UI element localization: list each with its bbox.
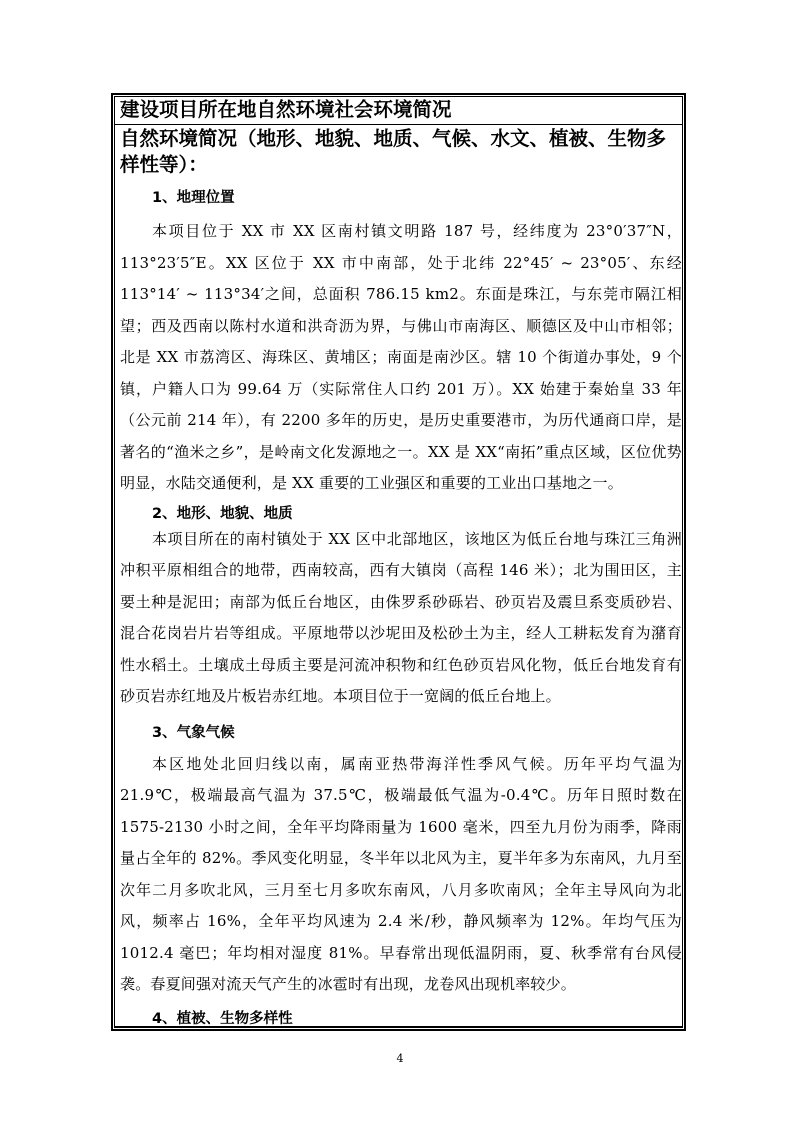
section-heading: 4、植被、生物多样性 xyxy=(152,1010,293,1027)
section-geography xyxy=(120,188,682,500)
section-heading: 2、地形、地貌、地质 xyxy=(152,505,293,522)
section-heading: 3、气象气候 xyxy=(152,724,235,741)
page-number: 4 xyxy=(396,1052,404,1065)
section-paragraph: 本项目位于 XX 市 XX 区南村镇文明路 187 号，经纬度为 23°0′37″N，113°23′5″E。XX 区位于 XX 市中南部，处于北纬 22°45′ ~ 23°05′、东经 113°14′ ~ 113°34′之间，总面积 786.15 km2。东面是珠江，与东莞市隔江相望；西及西南以陈村水道和洪奇沥为界，与佛山市南海区、顺德区及中山市相邻；北是 XX 市荔湾区、海珠区、黄埔区；南面是南沙区。辖 10 个街道办事处，9 个镇，户籍人口为 99.64 万（实际常住人口约 201 万）。XX 始建于秦始皇 33 年（公元前 214 年），有 2200 多年的历史，是历史重要港市，为历代通商口岸，是著名的“渔米之乡”，是岭南文化发源地之一。XX 是 XX“南拓”重点区域，区位优势明显，水陆交通便利，是 XX 重要的工业强区和重要的工业出口基地之一。 xyxy=(120,222,682,492)
document-body xyxy=(120,96,682,1029)
section-paragraph: 本区地处北回归线以南，属南亚热带海洋性季风气候。历年平均气温为 21.9℃，极端最高气温为 37.5℃，极端最低气温为-0.4℃。历年日照时数在 1575-2130 小时之间，全年平均降雨量为 1600 毫米，四至九月份为雨季，降雨量占全年的 82%。季风变化明显，冬半年以北风为主，夏半年多为东南风，九月至次年二月多吹北风，三月至七月多吹东南风，八月多吹南风；全年主导风向为北风，频率占 16%，全年平均风速为 2.4 米/秒，静风频率为 12%。年均气压为 1012.4 毫巴；年均相对湿度 81%。早春常出现低温阴雨，夏、秋季常有台风侵袭。春夏间强对流天气产生的冰雹时有出现，龙卷风出现机率较少。 xyxy=(120,754,682,993)
section-heading: 1、地理位置 xyxy=(152,190,235,206)
section-paragraph: 本项目所在的南村镇处于 XX 区中北部地区，该地区为低丘台地与珠江三角洲冲积平原相组合的地带，西南较高，西有大镇岗（高程 146 米）；北为围田区，主要土种是泥田；南部为低丘台地区，由侏罗系砂砾岩、砂页岩及震旦系变质砂岩、混合花岗岩片岩等组成。平原地带以沙坭田及松砂土为主，经人工耕耘发育为潴育性水稻土。土壤成土母质主要是河流冲积物和红色砂页岩风化物，低丘台地发育有砂页岩赤红地及片板岩赤红地。本项目位于一宽阔的低丘台地上。 xyxy=(120,529,682,705)
section-climate xyxy=(120,723,682,1001)
section-terrain xyxy=(120,504,682,713)
section-vegetation xyxy=(120,1009,682,1029)
page-title: 建设项目所在地自然环境社会环境简况 xyxy=(120,98,452,121)
section-subtitle: 自然环境简况（地形、地貌、地质、气候、水文、植被、生物多样性等）： xyxy=(120,127,667,176)
